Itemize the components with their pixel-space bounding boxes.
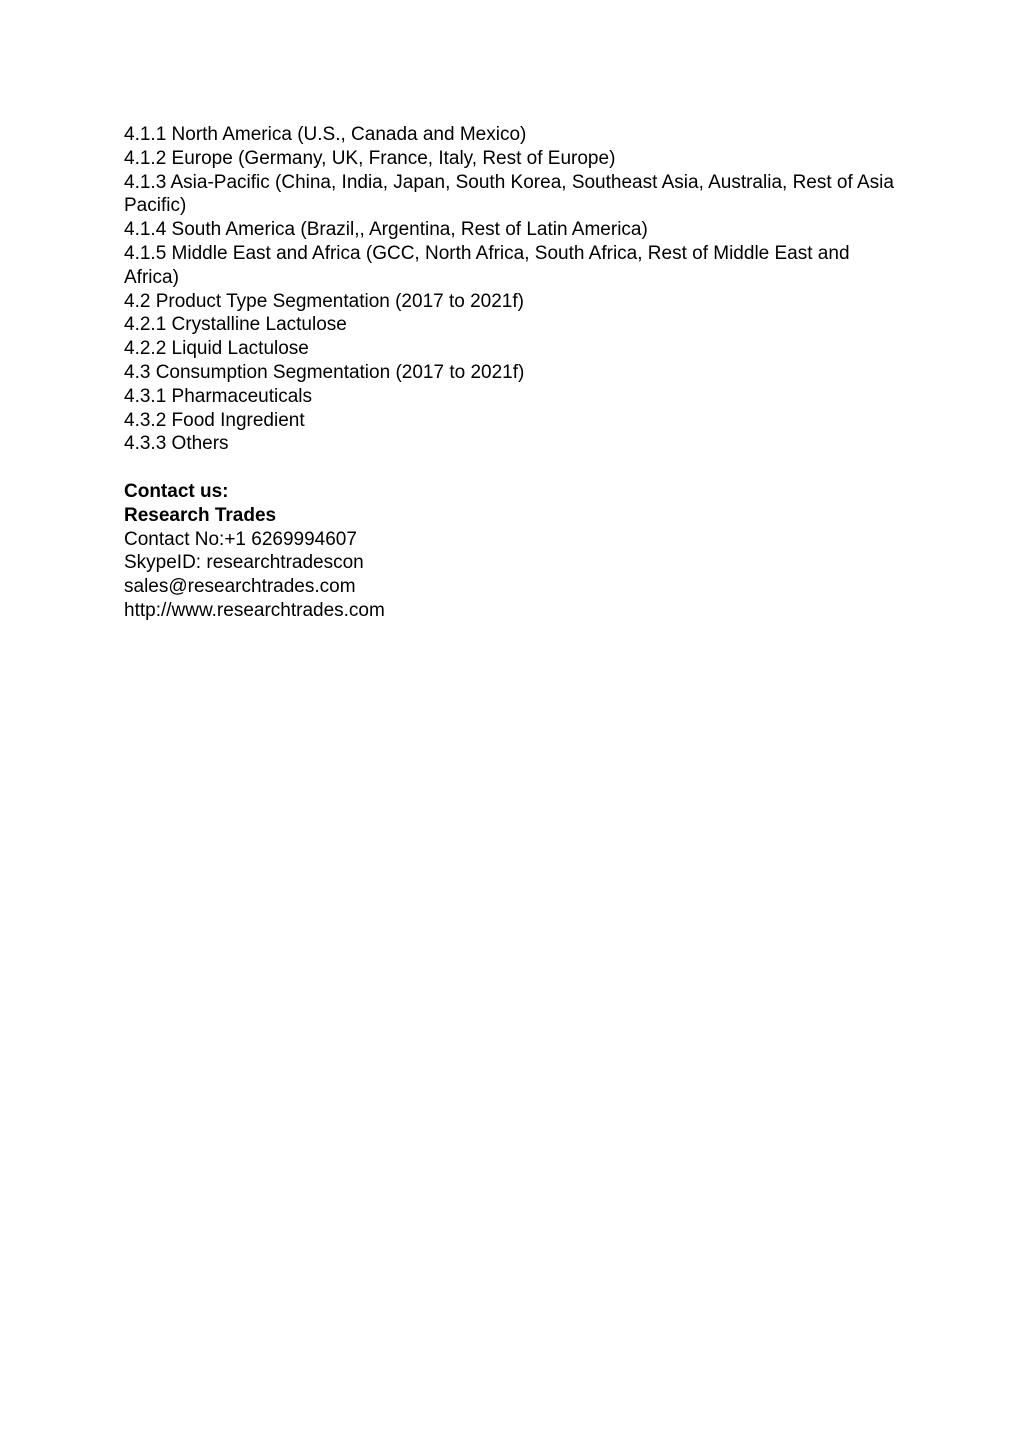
contact-email[interactable]: sales@researchtrades.com [124, 576, 356, 598]
contact-block [124, 480, 904, 623]
toc-item: 4.1.3 Asia-Pacific (China, India, Japan, South Korea, Southeast Asia, Australia, Rest of Asia Pacific) [124, 171, 894, 217]
contact-heading: Contact us: [124, 480, 229, 502]
section-spacer [124, 456, 904, 480]
toc-item: 4.1.4 South America (Brazil,, Argentina, Rest of Latin America) [124, 219, 648, 241]
contact-skype: SkypeID: researchtradescon [124, 552, 364, 574]
toc-item: 4.2.1 Crystalline Lactulose [124, 314, 347, 336]
toc-item: 4.3.3 Others [124, 433, 229, 455]
toc-item: 4.3.1 Pharmaceuticals [124, 385, 312, 407]
toc-item: 4.2.2 Liquid Lactulose [124, 338, 309, 360]
contact-website[interactable]: http://www.researchtrades.com [124, 599, 385, 621]
toc-item: 4.3.2 Food Ingredient [124, 409, 305, 431]
toc-item: 4.1.2 Europe (Germany, UK, France, Italy, Rest of Europe) [124, 147, 616, 169]
toc-item: 4.1.5 Middle East and Africa (GCC, North Africa, South Africa, Rest of Middle East and Africa) [124, 242, 850, 288]
table-of-contents [124, 123, 904, 456]
toc-item: 4.1.1 North America (U.S., Canada and Mexico) [124, 124, 527, 145]
toc-item: 4.2 Product Type Segmentation (2017 to 2021f) [124, 290, 524, 312]
document-page [124, 123, 904, 623]
company-name: Research Trades [124, 504, 277, 526]
contact-phone: Contact No:+1 6269994607 [124, 528, 357, 550]
toc-item: 4.3 Consumption Segmentation (2017 to 2021f) [124, 361, 525, 383]
